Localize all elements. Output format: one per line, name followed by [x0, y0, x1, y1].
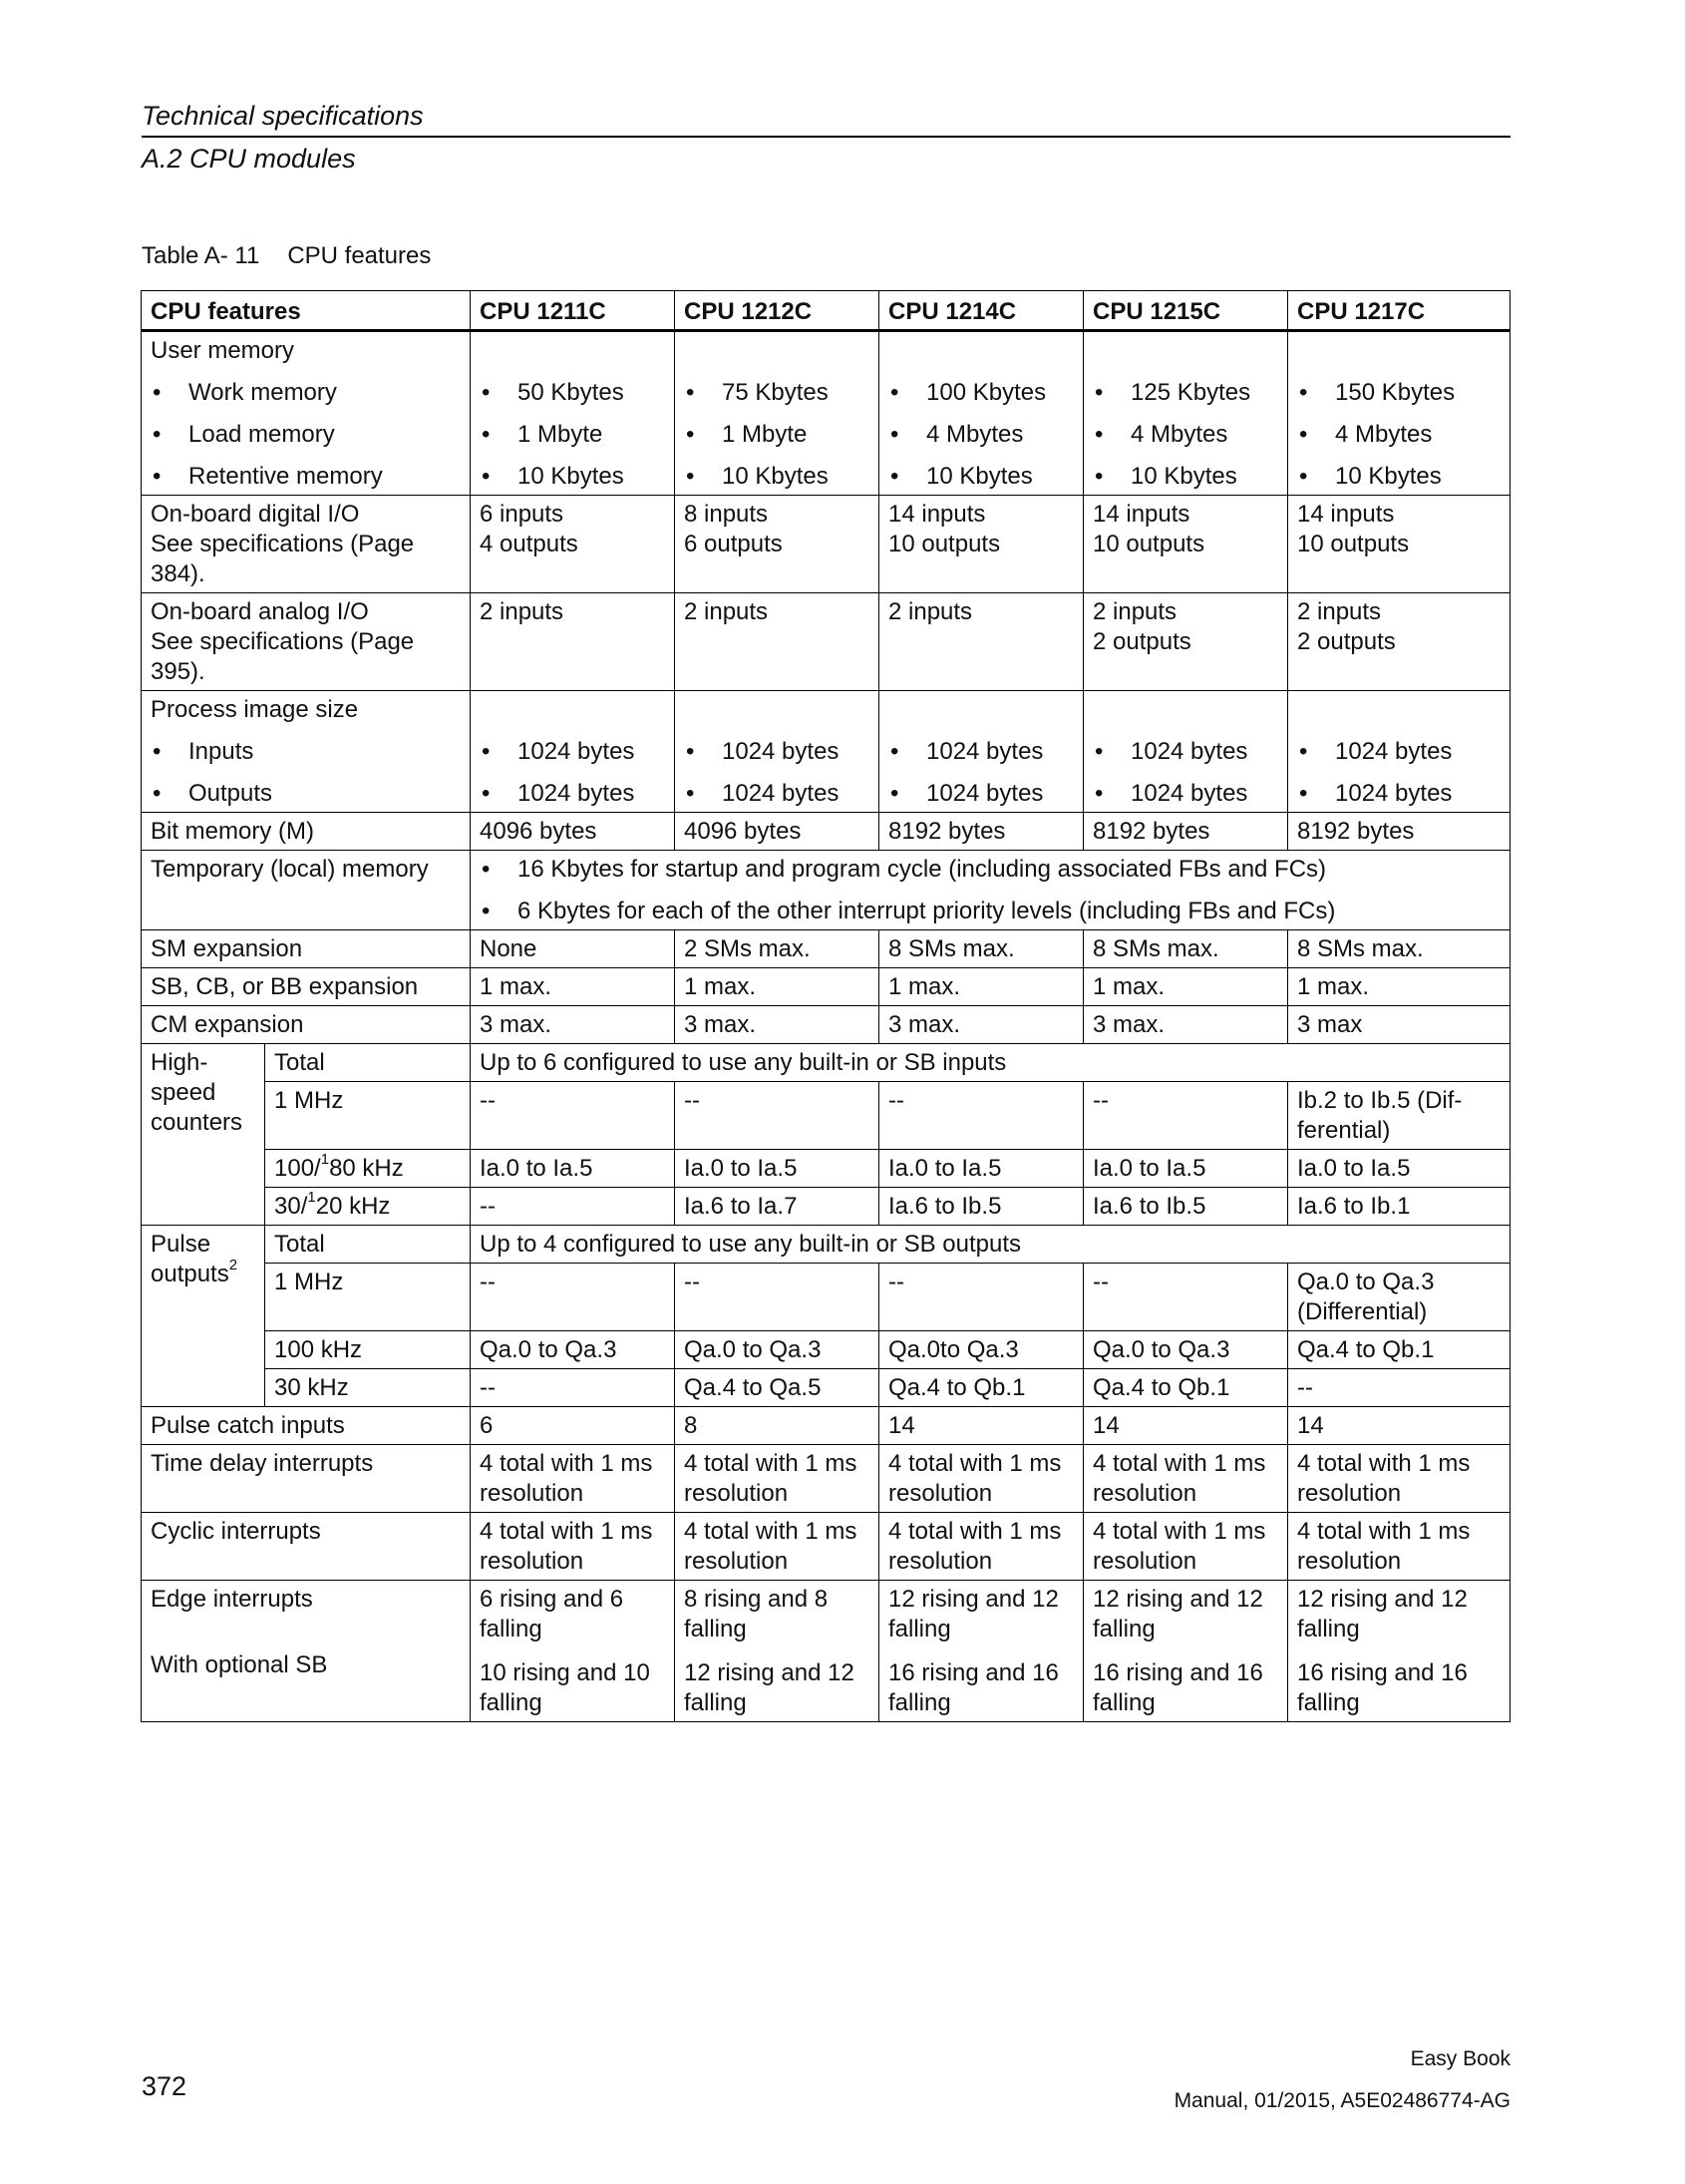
table-row — [142, 851, 1511, 930]
table-cell — [1084, 1581, 1288, 1722]
table-row — [142, 593, 1511, 691]
table-cell — [1084, 331, 1288, 496]
table-cell: 6 — [471, 1407, 675, 1445]
list-item: • 1024 bytes — [1297, 737, 1501, 767]
table-title: CPU features — [287, 242, 432, 269]
table-cell: 3 max. — [675, 1006, 879, 1044]
table-cell: -- — [675, 1264, 879, 1331]
table-number: Table A- 11 — [142, 242, 260, 269]
cell-line: 2 inputs — [684, 598, 769, 625]
table-cell: 1 max. — [471, 968, 675, 1006]
table-cell — [879, 331, 1084, 496]
list-item: • 10 Kbytes — [888, 462, 1074, 492]
row-sublabel: 100 kHz — [265, 1331, 471, 1369]
table-cell — [1288, 593, 1511, 691]
list-item: • Load memory — [151, 420, 461, 450]
table-cell: 3 max. — [1084, 1006, 1288, 1044]
row-label: Time delay interrupts — [142, 1445, 471, 1513]
table-cell — [675, 1581, 879, 1722]
table-row — [142, 1581, 1511, 1722]
table-row — [142, 1006, 1511, 1044]
value-list — [1093, 737, 1278, 809]
page-number: 372 — [142, 2071, 187, 2101]
table-cell: 4096 bytes — [675, 813, 879, 851]
table-cell — [1288, 331, 1511, 496]
table-cell: 14 — [879, 1407, 1084, 1445]
list-item: • 125 Kbytes — [1093, 378, 1278, 408]
value-list — [1297, 378, 1501, 492]
cell-line: 6 inputs — [480, 501, 564, 528]
row-sublabel: 1 MHz — [265, 1082, 471, 1150]
cell-line: 12 rising and 12 falling — [888, 1586, 1059, 1642]
table-row — [142, 968, 1511, 1006]
cell-line: 8 inputs — [684, 501, 769, 528]
table-cell — [879, 691, 1084, 813]
table-row — [142, 1331, 1511, 1369]
table-row — [142, 331, 1511, 496]
table-cell: -- — [471, 1082, 675, 1150]
list-item: • 50 Kbytes — [480, 378, 665, 408]
cell-line: 2 outputs — [1093, 628, 1191, 655]
row-sublabel — [265, 1150, 471, 1188]
cell-line: 2 inputs — [480, 598, 564, 625]
footer-manual: Manual, 01/2015, A5E02486774-AG — [1174, 2089, 1511, 2112]
table-cell: Ia.6 to Ib.5 — [879, 1188, 1084, 1226]
table-cell: 14 — [1288, 1407, 1511, 1445]
list-item: • 1 Mbyte — [480, 420, 665, 450]
row-label: Temporary (local) memory — [142, 851, 471, 930]
value-list — [684, 737, 869, 809]
table-cell — [1288, 691, 1511, 813]
table-cell: Ia.0 to Ia.5 — [1288, 1150, 1511, 1188]
table-cell: 1 max. — [879, 968, 1084, 1006]
list-item: • 1024 bytes — [1093, 779, 1278, 809]
table-cell: Ia.0 to Ia.5 — [471, 1150, 675, 1188]
list-item: • 1024 bytes — [684, 737, 869, 767]
value-list — [888, 378, 1074, 492]
table-cell: Up to 6 configured to use any built-in or SB inputs — [471, 1044, 1511, 1082]
cell-line: 2 inputs — [888, 598, 973, 625]
table-cell: 8 SMs max. — [1288, 930, 1511, 968]
table-cell: 8 SMs max. — [1084, 930, 1288, 968]
cell-line: 16 rising and 16 falling — [1093, 1659, 1263, 1716]
analog-io-label: On-board analog I/O — [151, 598, 369, 625]
table-cell: 8192 bytes — [879, 813, 1084, 851]
list-item: • 6 Kbytes for each of the other interrupt priority levels (including FBs and FCs) — [480, 897, 1501, 926]
footnote-mark: 1 — [307, 1189, 316, 1206]
table-cell — [471, 331, 675, 496]
process-image-sublist — [151, 737, 461, 809]
row-label — [142, 1581, 471, 1722]
table-cell — [675, 496, 879, 593]
freq-label: 80 kHz — [329, 1155, 404, 1182]
digital-io-see-link[interactable]: See specifications (Page 384). — [151, 531, 415, 587]
list-item: • 4 Mbytes — [888, 420, 1074, 450]
table-caption — [142, 242, 431, 270]
table-cell — [879, 496, 1084, 593]
list-item: • 1024 bytes — [888, 779, 1074, 809]
column-header: CPU 1211C — [471, 291, 675, 331]
table-cell — [675, 593, 879, 691]
list-item: • 1 Mbyte — [684, 420, 869, 450]
table-cell: 8 SMs max. — [879, 930, 1084, 968]
cell-line: 2 inputs — [1093, 598, 1178, 625]
table-cell: 2 SMs max. — [675, 930, 879, 968]
edge-sub-label: With optional SB — [151, 1651, 328, 1678]
value-list — [1297, 737, 1501, 809]
section-title: Technical specifications — [142, 101, 424, 131]
row-sublabel: Total — [265, 1044, 471, 1082]
value-list — [1093, 378, 1278, 492]
cell-line: 2 outputs — [1297, 628, 1396, 655]
list-item: • 1024 bytes — [1297, 779, 1501, 809]
footnote-mark: 2 — [228, 1257, 238, 1274]
list-item: • Outputs — [151, 779, 461, 809]
cell-line: 12 rising and 12 falling — [684, 1659, 854, 1716]
table-cell: Qa.0 to Qa.3 — [471, 1331, 675, 1369]
table-cell: -- — [879, 1082, 1084, 1150]
cpu-features-table — [141, 290, 1511, 1722]
table-cell — [1084, 593, 1288, 691]
list-item: • Inputs — [151, 737, 461, 767]
table-cell: Ia.0 to Ia.5 — [879, 1150, 1084, 1188]
row-sublabel: Total — [265, 1226, 471, 1264]
user-memory-sublist — [151, 378, 461, 492]
list-item: • 10 Kbytes — [480, 462, 665, 492]
table-row — [142, 1150, 1511, 1188]
table-cell: -- — [471, 1188, 675, 1226]
table-row — [142, 691, 1511, 813]
table-cell: Ia.6 to Ib.1 — [1288, 1188, 1511, 1226]
table-cell: Ib.2 to Ib.5 (Dif-ferential) — [1288, 1082, 1511, 1150]
subsection-title: A.2 CPU modules — [142, 144, 356, 174]
list-item: • Retentive memory — [151, 462, 461, 492]
list-item: • 75 Kbytes — [684, 378, 869, 408]
row-sublabel: 1 MHz — [265, 1264, 471, 1331]
row-group-label — [142, 1226, 265, 1407]
table-cell — [471, 1581, 675, 1722]
row-label: CM expansion — [142, 1006, 471, 1044]
table-cell: Ia.0 to Ia.5 — [675, 1150, 879, 1188]
table-row — [142, 1044, 1511, 1082]
table-cell: Ia.6 to Ia.7 — [675, 1188, 879, 1226]
page-header — [142, 98, 1511, 177]
cell-line: 6 outputs — [684, 531, 783, 557]
table-cell: -- — [471, 1264, 675, 1331]
table-cell: 1 max. — [1288, 968, 1511, 1006]
table-cell: -- — [1084, 1264, 1288, 1331]
table-cell: Qa.4 to Qb.1 — [1084, 1369, 1288, 1407]
process-image-label: Process image size — [151, 696, 359, 723]
list-item: • 1024 bytes — [684, 779, 869, 809]
cell-line: 12 rising and 12 falling — [1093, 1586, 1263, 1642]
table-cell — [471, 691, 675, 813]
list-item: • 150 Kbytes — [1297, 378, 1501, 408]
table-cell: -- — [675, 1082, 879, 1150]
freq-label: 20 kHz — [315, 1193, 391, 1220]
list-item: • 4 Mbytes — [1297, 420, 1501, 450]
table-cell: 3 max. — [879, 1006, 1084, 1044]
table-cell: Qa.0 to Qa.3 (Differential) — [1288, 1264, 1511, 1331]
table-row — [142, 930, 1511, 968]
digital-io-label: On-board digital I/O — [151, 501, 360, 528]
temp-memory-list — [480, 855, 1501, 926]
table-cell: Qa.4 to Qb.1 — [1288, 1331, 1511, 1369]
table-cell: -- — [471, 1369, 675, 1407]
table-cell: 4 total with 1 ms resolution — [675, 1513, 879, 1581]
table-cell: 3 max — [1288, 1006, 1511, 1044]
list-item: • 10 Kbytes — [1093, 462, 1278, 492]
table-cell — [1288, 1581, 1511, 1722]
table-row — [142, 1513, 1511, 1581]
table-row — [142, 1226, 1511, 1264]
table-cell — [1288, 496, 1511, 593]
list-item: • 1024 bytes — [888, 737, 1074, 767]
table-cell — [675, 331, 879, 496]
table-cell — [471, 593, 675, 691]
table-cell — [1084, 691, 1288, 813]
table-cell: 4 total with 1 ms resolution — [879, 1513, 1084, 1581]
table-cell: -- — [1084, 1082, 1288, 1150]
table-cell: 14 — [1084, 1407, 1288, 1445]
row-label — [142, 691, 471, 813]
freq-label: 30/ — [274, 1193, 308, 1220]
value-list — [684, 378, 869, 492]
table-row — [142, 496, 1511, 593]
footer-book: Easy Book — [1410, 2047, 1511, 2070]
table-cell — [879, 593, 1084, 691]
row-label — [142, 331, 471, 496]
table-cell — [879, 1581, 1084, 1722]
footer-right — [1175, 2038, 1511, 2122]
table-cell: 4 total with 1 ms resolution — [1084, 1445, 1288, 1513]
row-label: Bit memory (M) — [142, 813, 471, 851]
cell-line: 8 rising and 8 falling — [684, 1586, 829, 1642]
table-cell — [471, 496, 675, 593]
table-cell: Qa.0 to Qa.3 — [675, 1331, 879, 1369]
list-item: • 100 Kbytes — [888, 378, 1074, 408]
list-item: • 1024 bytes — [1093, 737, 1278, 767]
row-label — [142, 593, 471, 691]
table-cell: 4096 bytes — [471, 813, 675, 851]
value-list — [480, 378, 665, 492]
cell-line: 16 rising and 16 falling — [888, 1659, 1059, 1716]
table-cell: 3 max. — [471, 1006, 675, 1044]
value-list — [480, 737, 665, 809]
table-cell — [471, 851, 1511, 930]
table-cell: Qa.0 to Qa.3 — [1084, 1331, 1288, 1369]
freq-label: 100/ — [274, 1155, 321, 1182]
table-row — [142, 1407, 1511, 1445]
table-cell — [1084, 496, 1288, 593]
table-cell: 8192 bytes — [1084, 813, 1288, 851]
cell-line: 10 rising and 10 falling — [480, 1659, 650, 1716]
list-item: • 1024 bytes — [480, 779, 665, 809]
row-group-label: High-speed counters — [142, 1044, 265, 1226]
table-cell: 4 total with 1 ms resolution — [1288, 1513, 1511, 1581]
footnote-mark: 1 — [320, 1151, 330, 1168]
table-header-row — [142, 291, 1511, 331]
column-header: CPU features — [142, 291, 471, 331]
table-row — [142, 1369, 1511, 1407]
cell-line: 4 outputs — [480, 531, 578, 557]
table-cell: Ia.0 to Ia.5 — [1084, 1150, 1288, 1188]
row-sublabel: 30 kHz — [265, 1369, 471, 1407]
column-header: CPU 1214C — [879, 291, 1084, 331]
cell-line: 10 outputs — [1297, 531, 1410, 557]
row-label: Cyclic interrupts — [142, 1513, 471, 1581]
cell-line: 10 outputs — [1093, 531, 1205, 557]
list-item: • 1024 bytes — [480, 737, 665, 767]
cell-line: 14 inputs — [888, 501, 986, 528]
table-cell: Qa.0to Qa.3 — [879, 1331, 1084, 1369]
row-label: SB, CB, or BB expansion — [142, 968, 471, 1006]
row-label: SM expansion — [142, 930, 471, 968]
edge-label: Edge interrupts — [151, 1586, 313, 1613]
cell-line: 16 rising and 16 falling — [1297, 1659, 1468, 1716]
table-cell: -- — [1288, 1369, 1511, 1407]
row-label — [142, 496, 471, 593]
table-cell: -- — [879, 1264, 1084, 1331]
table-row — [142, 1445, 1511, 1513]
column-header: CPU 1217C — [1288, 291, 1511, 331]
table-cell: 8 — [675, 1407, 879, 1445]
table-cell: Up to 4 configured to use any built-in or SB outputs — [471, 1226, 1511, 1264]
analog-io-see-link[interactable]: See specifications (Page 395). — [151, 628, 415, 685]
table-cell: Ia.6 to Ib.5 — [1084, 1188, 1288, 1226]
table-row — [142, 1264, 1511, 1331]
list-item: • 4 Mbytes — [1093, 420, 1278, 450]
row-label: Pulse catch inputs — [142, 1407, 471, 1445]
table-cell: 8192 bytes — [1288, 813, 1511, 851]
column-header: CPU 1212C — [675, 291, 879, 331]
cell-line: 10 outputs — [888, 531, 1001, 557]
table-cell: 4 total with 1 ms resolution — [1084, 1513, 1288, 1581]
cell-line: 14 inputs — [1093, 501, 1190, 528]
value-list — [888, 737, 1074, 809]
cell-line: 12 rising and 12 falling — [1297, 1586, 1468, 1642]
table-cell: 4 total with 1 ms resolution — [471, 1513, 675, 1581]
table-cell: 4 total with 1 ms resolution — [471, 1445, 675, 1513]
header-rule — [142, 136, 1511, 138]
table-cell: 1 max. — [675, 968, 879, 1006]
list-item: • 16 Kbytes for startup and program cycle (including associated FBs and FCs) — [480, 855, 1501, 885]
table-cell: 4 total with 1 ms resolution — [675, 1445, 879, 1513]
table-cell: 4 total with 1 ms resolution — [1288, 1445, 1511, 1513]
table-cell: Qa.4 to Qa.5 — [675, 1369, 879, 1407]
list-item: • 10 Kbytes — [1297, 462, 1501, 492]
cell-line: 14 inputs — [1297, 501, 1395, 528]
table-row — [142, 813, 1511, 851]
list-item: • Work memory — [151, 378, 461, 408]
table-cell: None — [471, 930, 675, 968]
table-row — [142, 1082, 1511, 1150]
table-cell: 1 max. — [1084, 968, 1288, 1006]
table-row — [142, 1188, 1511, 1226]
table-cell: Qa.4 to Qb.1 — [879, 1369, 1084, 1407]
table-cell: 4 total with 1 ms resolution — [879, 1445, 1084, 1513]
pulse-label: Pulse outputs — [151, 1231, 229, 1287]
cell-line: 2 inputs — [1297, 598, 1382, 625]
cell-line: 6 rising and 6 falling — [480, 1586, 624, 1642]
list-item: • 10 Kbytes — [684, 462, 869, 492]
user-memory-label: User memory — [151, 337, 295, 364]
row-sublabel — [265, 1188, 471, 1226]
table-cell — [675, 691, 879, 813]
column-header: CPU 1215C — [1084, 291, 1288, 331]
